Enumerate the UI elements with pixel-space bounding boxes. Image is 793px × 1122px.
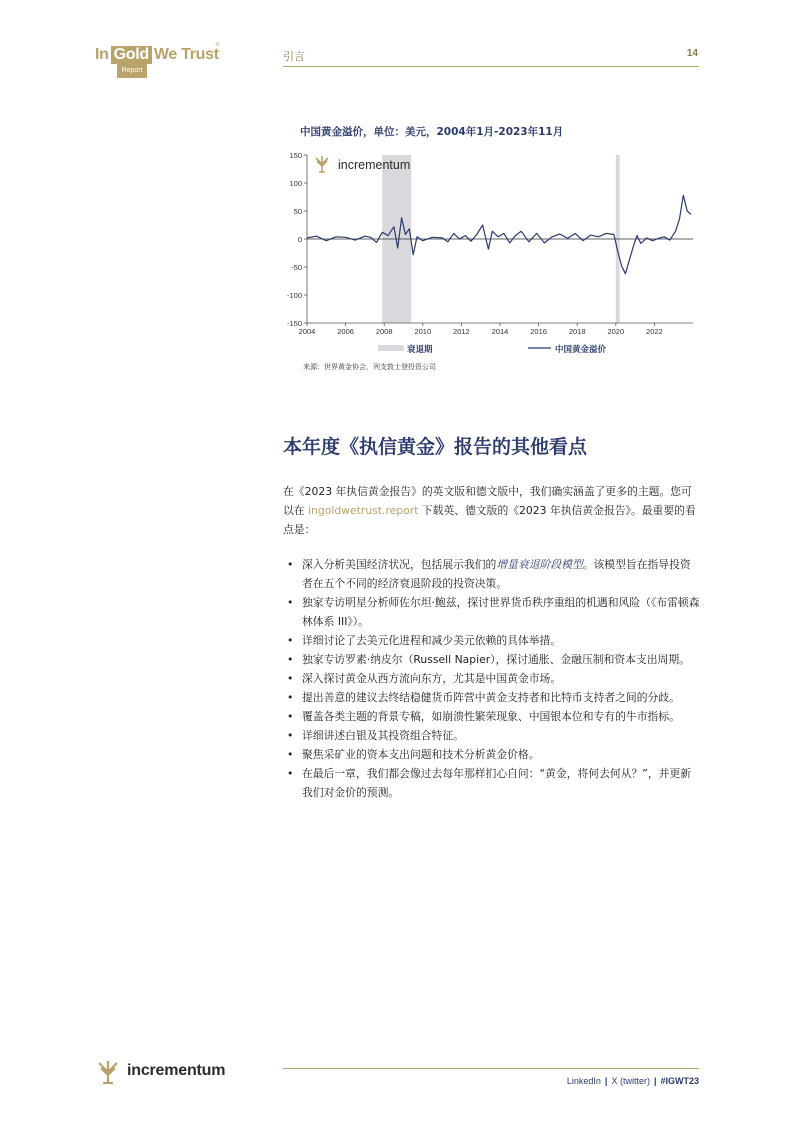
list-item: • 独家专访明星分析师佐尔坦·鲍兹，探讨世界货币秩序重组的机遇和风险（《布雷顿森林体系 III》）。 <box>283 593 701 631</box>
logo-prefix: In <box>95 46 109 63</box>
series-line-gold-premium <box>307 195 691 273</box>
list-item: • 详细讨论了去美元化进程和减少美元依赖的具体举措。 <box>283 631 701 650</box>
incrementum-tree-icon <box>313 155 331 173</box>
chart-brand-text: incrementum <box>338 158 411 172</box>
footer-brand: incrementum <box>127 1062 226 1079</box>
list-item-text: 。该模型旨在指导投资者在五个不同的经济衰退阶段的投资决策。 <box>302 558 691 590</box>
header-divider <box>283 66 699 67</box>
gold-premium-chart <box>283 145 703 360</box>
footer-divider <box>283 1068 699 1069</box>
x-tick-label: 2016 <box>530 327 547 336</box>
hashtag[interactable]: #IGWT23 <box>660 1076 699 1086</box>
intro-text-before: 在《2023 年执信黄金报告》的英文版和德文版中，我们确实涵盖了更多的主题。您可以在 <box>283 485 692 517</box>
list-item-emphasis: 增量衰退阶段模型 <box>496 558 583 571</box>
list-item: • 独家专访罗素·纳皮尔（Russell Napier），探讨通胀、金融压制和资本支出周期。 <box>283 650 701 669</box>
footer-links <box>420 1076 699 1086</box>
footer-logo <box>95 1060 225 1086</box>
logo-wordmark <box>95 46 219 64</box>
list-item <box>283 555 701 593</box>
logo-registered: ® <box>215 42 220 48</box>
footer-separator: | <box>653 1076 657 1086</box>
list-item: • 覆盖各类主题的背景专稿，如崩溃性繁荣现象、中国银本位和专有的牛市指标。 <box>283 707 701 726</box>
logo-gold-box: Gold <box>111 46 152 64</box>
chart-legend <box>378 344 607 355</box>
x-tick-label: 2010 <box>414 327 432 336</box>
logo-suffix: We Trust <box>153 46 219 63</box>
list-item: • 聚焦采矿业的资本支出问题和技术分析黄金价格。 <box>283 745 701 764</box>
intro-text-after: 下载英、德文版的《2023 年执信黄金报告》。最重要的看点是： <box>283 504 696 536</box>
list-item-text: 深入分析美国经济状况，包括展示我们的 <box>302 558 497 571</box>
y-tick-label: 100 <box>289 179 302 188</box>
footer-separator: | <box>604 1076 608 1086</box>
section-label: 引言 <box>283 50 305 63</box>
linkedin-link[interactable]: LinkedIn <box>566 1076 601 1086</box>
chart-title: 中国黄金溢价，单位：美元，2004年1月-2023年11月 <box>300 126 564 138</box>
x-tick-label: 2018 <box>568 327 586 336</box>
logo-sub-label: Report <box>117 64 147 78</box>
list-item: • 在最后一章，我们都会像过去每年那样扪心自问：“黄金，将何去何从？”，并更新我们对金价的预测。 <box>283 764 701 802</box>
y-tick-label: 150 <box>289 151 302 160</box>
x-tick-label: 2008 <box>375 327 393 336</box>
list-item: • 提出善意的建议去终结稳健货币阵营中黄金支持者和比特币支持者之间的分歧。 <box>283 688 701 707</box>
report-logo <box>95 42 220 82</box>
x-tick-label: 2006 <box>337 327 354 336</box>
report-link[interactable]: ingoldwetrust.report <box>308 504 419 517</box>
chart-brand <box>313 155 410 173</box>
highlights-list <box>283 555 701 802</box>
x-tick-label: 2014 <box>491 327 509 336</box>
y-tick-label: 50 <box>293 207 302 216</box>
legend-recession-label: 衰退期 <box>407 345 433 355</box>
twitter-link[interactable]: X (twitter) <box>611 1076 650 1086</box>
x-tick-label: 2004 <box>298 327 316 336</box>
chart-source: 来源：世界黄金协会，列支敦士登投资公司 <box>303 363 436 371</box>
legend-series-label: 中国黄金溢价 <box>555 345 607 355</box>
intro-paragraph <box>283 482 701 539</box>
y-tick-label: -50 <box>291 263 302 272</box>
incrementum-tree-icon <box>95 1060 121 1084</box>
list-item: • 详细讲述白银及其投资组合特征。 <box>283 726 701 745</box>
x-tick-label: 2022 <box>646 327 663 336</box>
legend-recession-swatch <box>378 345 404 351</box>
x-tick-label: 2020 <box>607 327 625 336</box>
x-tick-label: 2012 <box>453 327 470 336</box>
y-tick-label: -100 <box>286 291 302 300</box>
section-title: 本年度《执信黄金》报告的其他看点 <box>283 436 588 458</box>
y-tick-label: 0 <box>297 235 302 244</box>
y-tick-label: -150 <box>286 319 302 328</box>
page-number: 14 <box>686 48 698 59</box>
list-item: • 深入探讨黄金从西方流向东方，尤其是中国黄金市场。 <box>283 669 701 688</box>
